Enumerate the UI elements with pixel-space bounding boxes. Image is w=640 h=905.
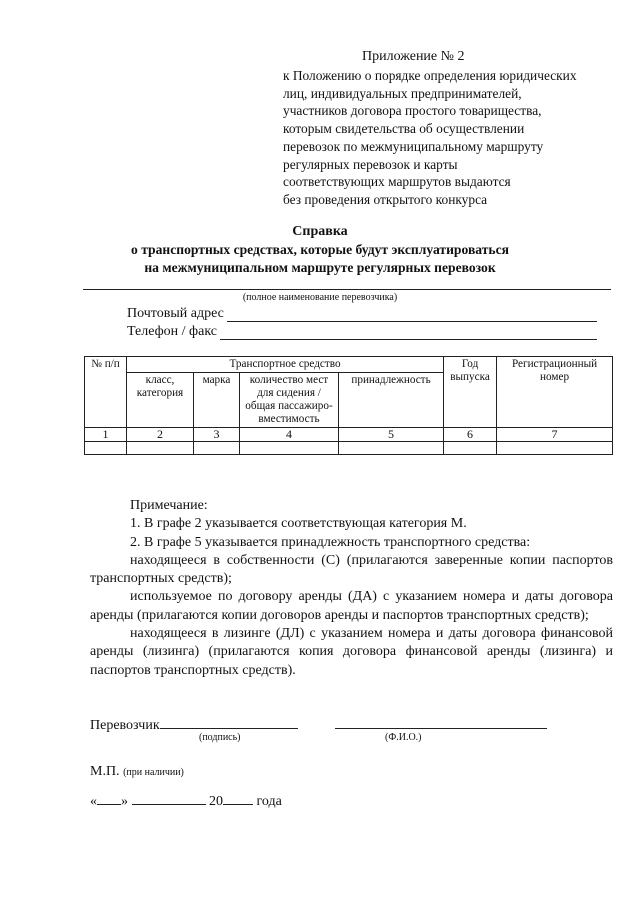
postal-address-row: [127, 306, 597, 322]
appendix-line: перевозок по межмуниципальному маршруту: [283, 138, 544, 154]
note-leasing: находящееся в лизинге (ДЛ) с указанием номера и даты договора финансовой аренды (лизинга) (прилагаются копия договора финансовой аренды (лизинга) и паспортов транспортных средств).: [90, 626, 613, 678]
subtitle-line: на межмуниципальном маршруте регулярных перевозок: [144, 259, 496, 275]
table-cell[interactable]: [339, 442, 444, 455]
appendix-reference: [283, 67, 623, 209]
date-day-field[interactable]: [97, 791, 121, 805]
full-name-field[interactable]: [335, 728, 547, 729]
stamp-row: [90, 764, 184, 780]
carrier-name-field[interactable]: [83, 289, 611, 290]
column-number: 4: [240, 428, 339, 442]
appendix-line: регулярных перевозок и карты: [283, 156, 458, 172]
note-lease: используемое по договору аренды (ДА) с указанием номера и даты договора аренды (прилагаются копии договоров аренды и паспортов транспортных средств);: [90, 589, 613, 623]
appendix-line: соответствующих маршрутов выдаются: [283, 174, 511, 190]
carrier-label: Перевозчик: [90, 718, 160, 733]
notes-section: [90, 497, 613, 680]
table-cell[interactable]: [85, 442, 127, 455]
subtitle-line: о транспортных средствах, которые будут эксплуатироваться: [131, 242, 509, 257]
note-item-1: 1. В графе 2 указывается соответствующая категория М.: [130, 516, 467, 532]
signature-caption: (подпись): [199, 732, 241, 743]
appendix-line: без проведения открытого конкурса: [283, 191, 488, 207]
stamp-label: М.П.: [90, 764, 120, 779]
column-number: 2: [127, 428, 194, 442]
table-cell[interactable]: [497, 442, 613, 455]
signature-field[interactable]: [160, 714, 298, 729]
table-cell[interactable]: [127, 442, 194, 455]
carrier-signature-row: [90, 714, 298, 734]
postal-address-label: Почтовый адрес: [127, 306, 224, 321]
carrier-name-caption: (полное наименование перевозчика): [242, 292, 398, 303]
date-close-quote: »: [121, 794, 128, 809]
phone-field[interactable]: [220, 325, 597, 340]
year-suffix: года: [256, 794, 282, 809]
year-prefix: 20: [209, 794, 223, 809]
date-year-field[interactable]: [223, 791, 253, 805]
document-subtitle: [0, 241, 640, 276]
appendix-line: к Положению о порядке определения юридических: [283, 68, 577, 83]
header-registration: Регистрационный номер: [497, 357, 613, 428]
appendix-line: участников договора простого товарищества,: [283, 103, 542, 119]
header-year: Год выпуска: [444, 357, 497, 428]
date-row: [90, 791, 282, 810]
full-name-caption: (Ф.И.О.): [385, 732, 422, 743]
date-open-quote: «: [90, 794, 97, 809]
document-title: Справка: [292, 224, 348, 239]
column-number: 1: [85, 428, 127, 442]
table-cell[interactable]: [240, 442, 339, 455]
appendix-line: лиц, индивидуальных предпринимателей,: [283, 85, 522, 101]
header-class: класс, категория: [127, 373, 194, 428]
note-item-2: 2. В графе 5 указывается принадлежность транспортного средства:: [130, 534, 531, 550]
vehicles-table: [84, 356, 613, 455]
table-row: [85, 442, 613, 455]
column-number: 6: [444, 428, 497, 442]
note-ownership: находящееся в собственности (С) (прилагаются заверенные копии паспортов транспортных средств);: [90, 552, 613, 587]
header-brand: марка: [194, 373, 240, 428]
table-cell[interactable]: [444, 442, 497, 455]
appendix-title: Приложение № 2: [362, 49, 465, 64]
header-ownership: принадлежность: [339, 373, 444, 428]
column-number: 7: [497, 428, 613, 442]
date-month-field[interactable]: [132, 791, 206, 805]
column-number: 3: [194, 428, 240, 442]
header-number: № п/п: [85, 357, 127, 428]
postal-address-field[interactable]: [227, 307, 597, 322]
column-number-row: [85, 428, 613, 442]
header-vehicle-group: Транспортное средство: [127, 357, 444, 373]
appendix-line: которым свидетельства об осуществлении: [283, 121, 525, 137]
notes-heading: Примечание:: [130, 498, 208, 513]
column-number: 5: [339, 428, 444, 442]
table-cell[interactable]: [194, 442, 240, 455]
stamp-note: (при наличии): [123, 767, 184, 778]
phone-label: Телефон / факс: [127, 324, 218, 339]
phone-row: [127, 324, 597, 340]
header-seats: количество мест для сидения / общая пассажиро-вместимость: [240, 373, 339, 428]
